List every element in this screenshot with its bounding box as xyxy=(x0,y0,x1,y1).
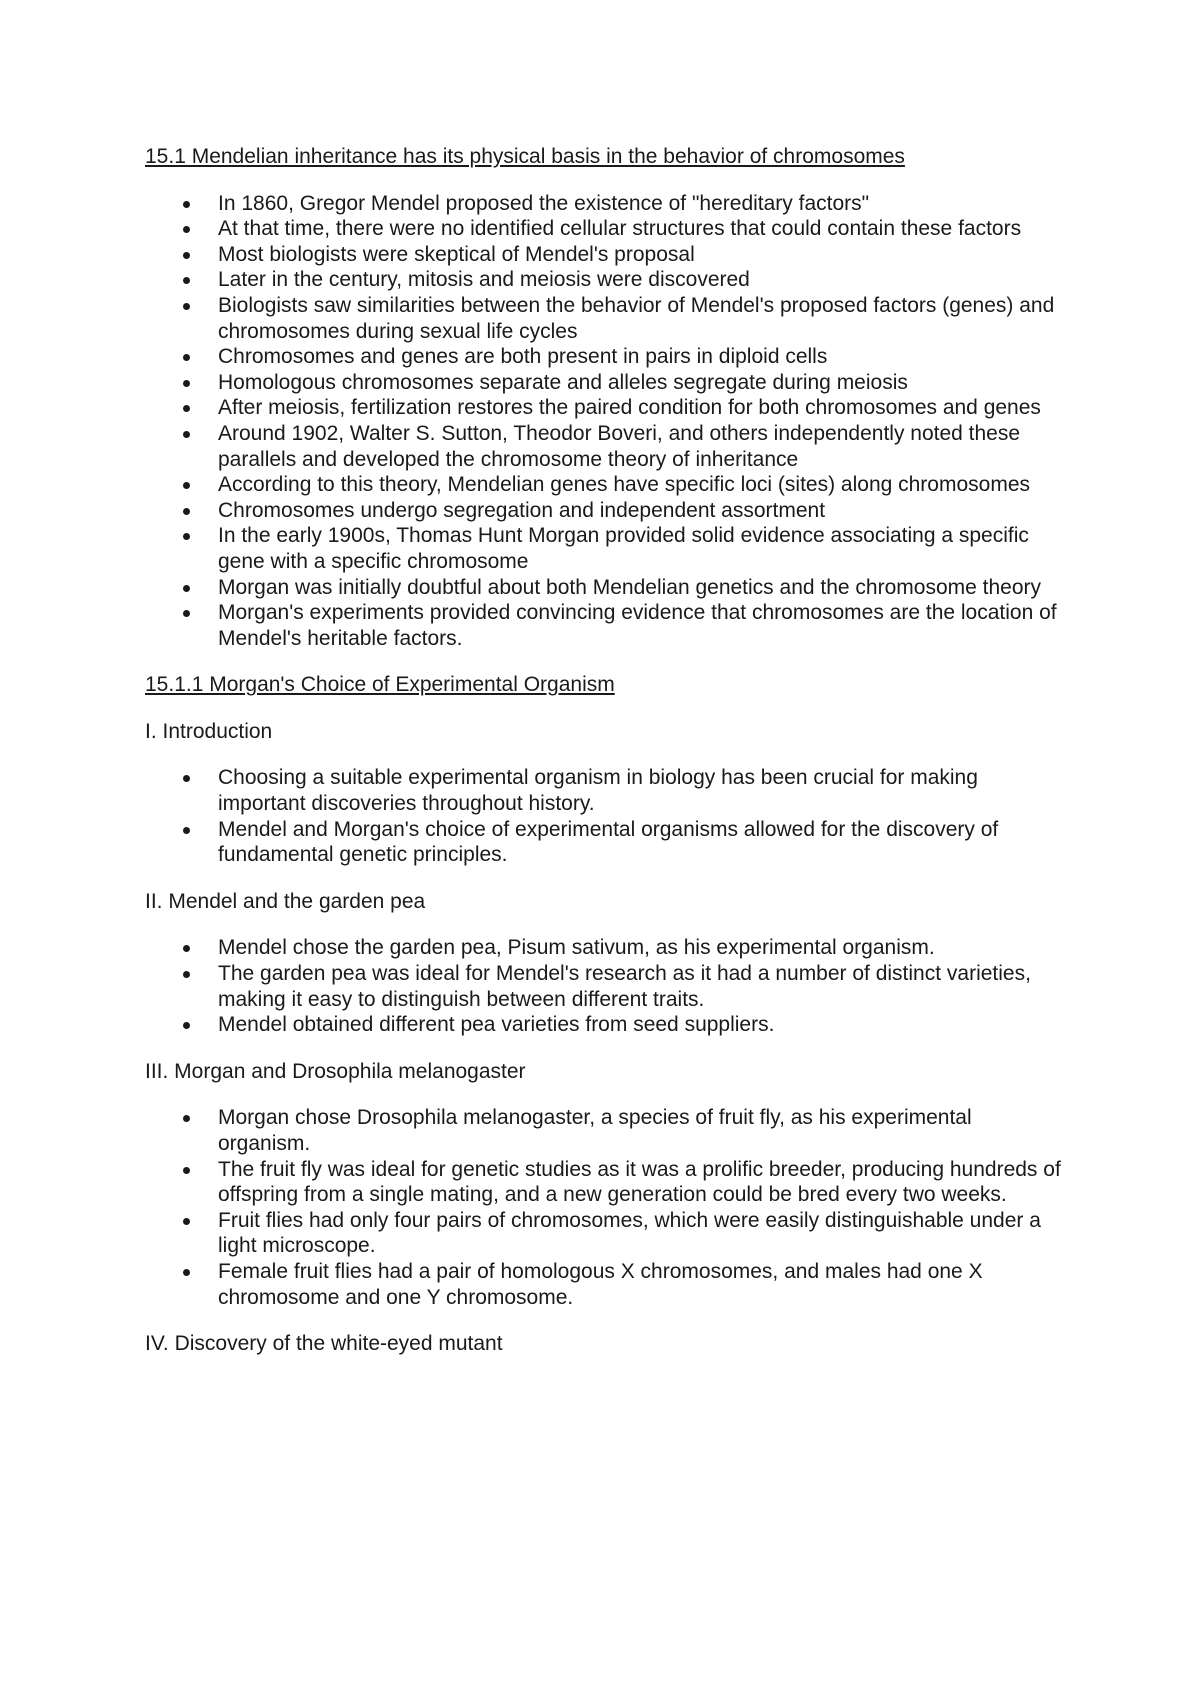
list-item: The fruit fly was ideal for genetic studies as it was a prolific breeder, producing hundreds of offspring from a single mating, and a new generation could be bred every two weeks. xyxy=(145,1157,1065,1208)
subsection-title-garden-pea: II. Mendel and the garden pea xyxy=(145,889,426,913)
list-item: Fruit flies had only four pairs of chromosomes, which were easily distinguishable under a light microscope. xyxy=(145,1208,1065,1259)
list-item: After meiosis, fertilization restores the paired condition for both chromosomes and genes xyxy=(145,395,1065,421)
document-page xyxy=(145,144,1065,1357)
list-item: Around 1902, Walter S. Sutton, Theodor Boveri, and others independently noted these parallels and developed the chromosome theory of inheritance xyxy=(145,421,1065,472)
subsection-title-white-eyed-mutant: IV. Discovery of the white-eyed mutant xyxy=(145,1332,503,1356)
subsection-title-drosophila: III. Morgan and Drosophila melanogaster xyxy=(145,1059,526,1083)
list-item: Mendel obtained different pea varieties from seed suppliers. xyxy=(145,1012,1065,1038)
list-item: Mendel chose the garden pea, Pisum sativum, as his experimental organism. xyxy=(145,935,1065,961)
list-item: Chromosomes undergo segregation and independent assortment xyxy=(145,498,1065,524)
subsection-title-introduction: I. Introduction xyxy=(145,719,273,743)
main-bullet-list xyxy=(145,191,1065,652)
list-item: Later in the century, mitosis and meiosis were discovered xyxy=(145,267,1065,293)
introduction-bullet-list xyxy=(145,765,1065,867)
list-item: Choosing a suitable experimental organism in biology has been crucial for making important discoveries throughout history. xyxy=(145,765,1065,816)
list-item: In the early 1900s, Thomas Hunt Morgan provided solid evidence associating a specific gene with a specific chromosome xyxy=(145,523,1065,574)
section-heading-15-1-1: 15.1.1 Morgan's Choice of Experimental Organism xyxy=(145,673,615,697)
list-item: In 1860, Gregor Mendel proposed the existence of "hereditary factors" xyxy=(145,191,1065,217)
garden-pea-bullet-list xyxy=(145,935,1065,1037)
list-item: Biologists saw similarities between the behavior of Mendel's proposed factors (genes) and chromosomes during sexual life cycles xyxy=(145,293,1065,344)
drosophila-bullet-list xyxy=(145,1105,1065,1310)
list-item: Most biologists were skeptical of Mendel's proposal xyxy=(145,242,1065,268)
list-item: Homologous chromosomes separate and alleles segregate during meiosis xyxy=(145,370,1065,396)
list-item: According to this theory, Mendelian genes have specific loci (sites) along chromosomes xyxy=(145,472,1065,498)
list-item: Morgan chose Drosophila melanogaster, a species of fruit fly, as his experimental organism. xyxy=(145,1105,1065,1156)
list-item: Morgan was initially doubtful about both Mendelian genetics and the chromosome theory xyxy=(145,575,1065,601)
list-item: The garden pea was ideal for Mendel's research as it had a number of distinct varieties, making it easy to distinguish between different traits. xyxy=(145,961,1065,1012)
section-heading-15-1: 15.1 Mendelian inheritance has its physical basis in the behavior of chromosomes xyxy=(145,145,905,168)
list-item: Female fruit flies had a pair of homologous X chromosomes, and males had one X chromosome and one Y chromosome. xyxy=(145,1259,1065,1310)
list-item: At that time, there were no identified cellular structures that could contain these factors xyxy=(145,216,1065,242)
list-item: Chromosomes and genes are both present in pairs in diploid cells xyxy=(145,344,1065,370)
list-item: Morgan's experiments provided convincing evidence that chromosomes are the location of Mendel's heritable factors. xyxy=(145,600,1065,651)
list-item: Mendel and Morgan's choice of experimental organisms allowed for the discovery of fundamental genetic principles. xyxy=(145,817,1065,868)
